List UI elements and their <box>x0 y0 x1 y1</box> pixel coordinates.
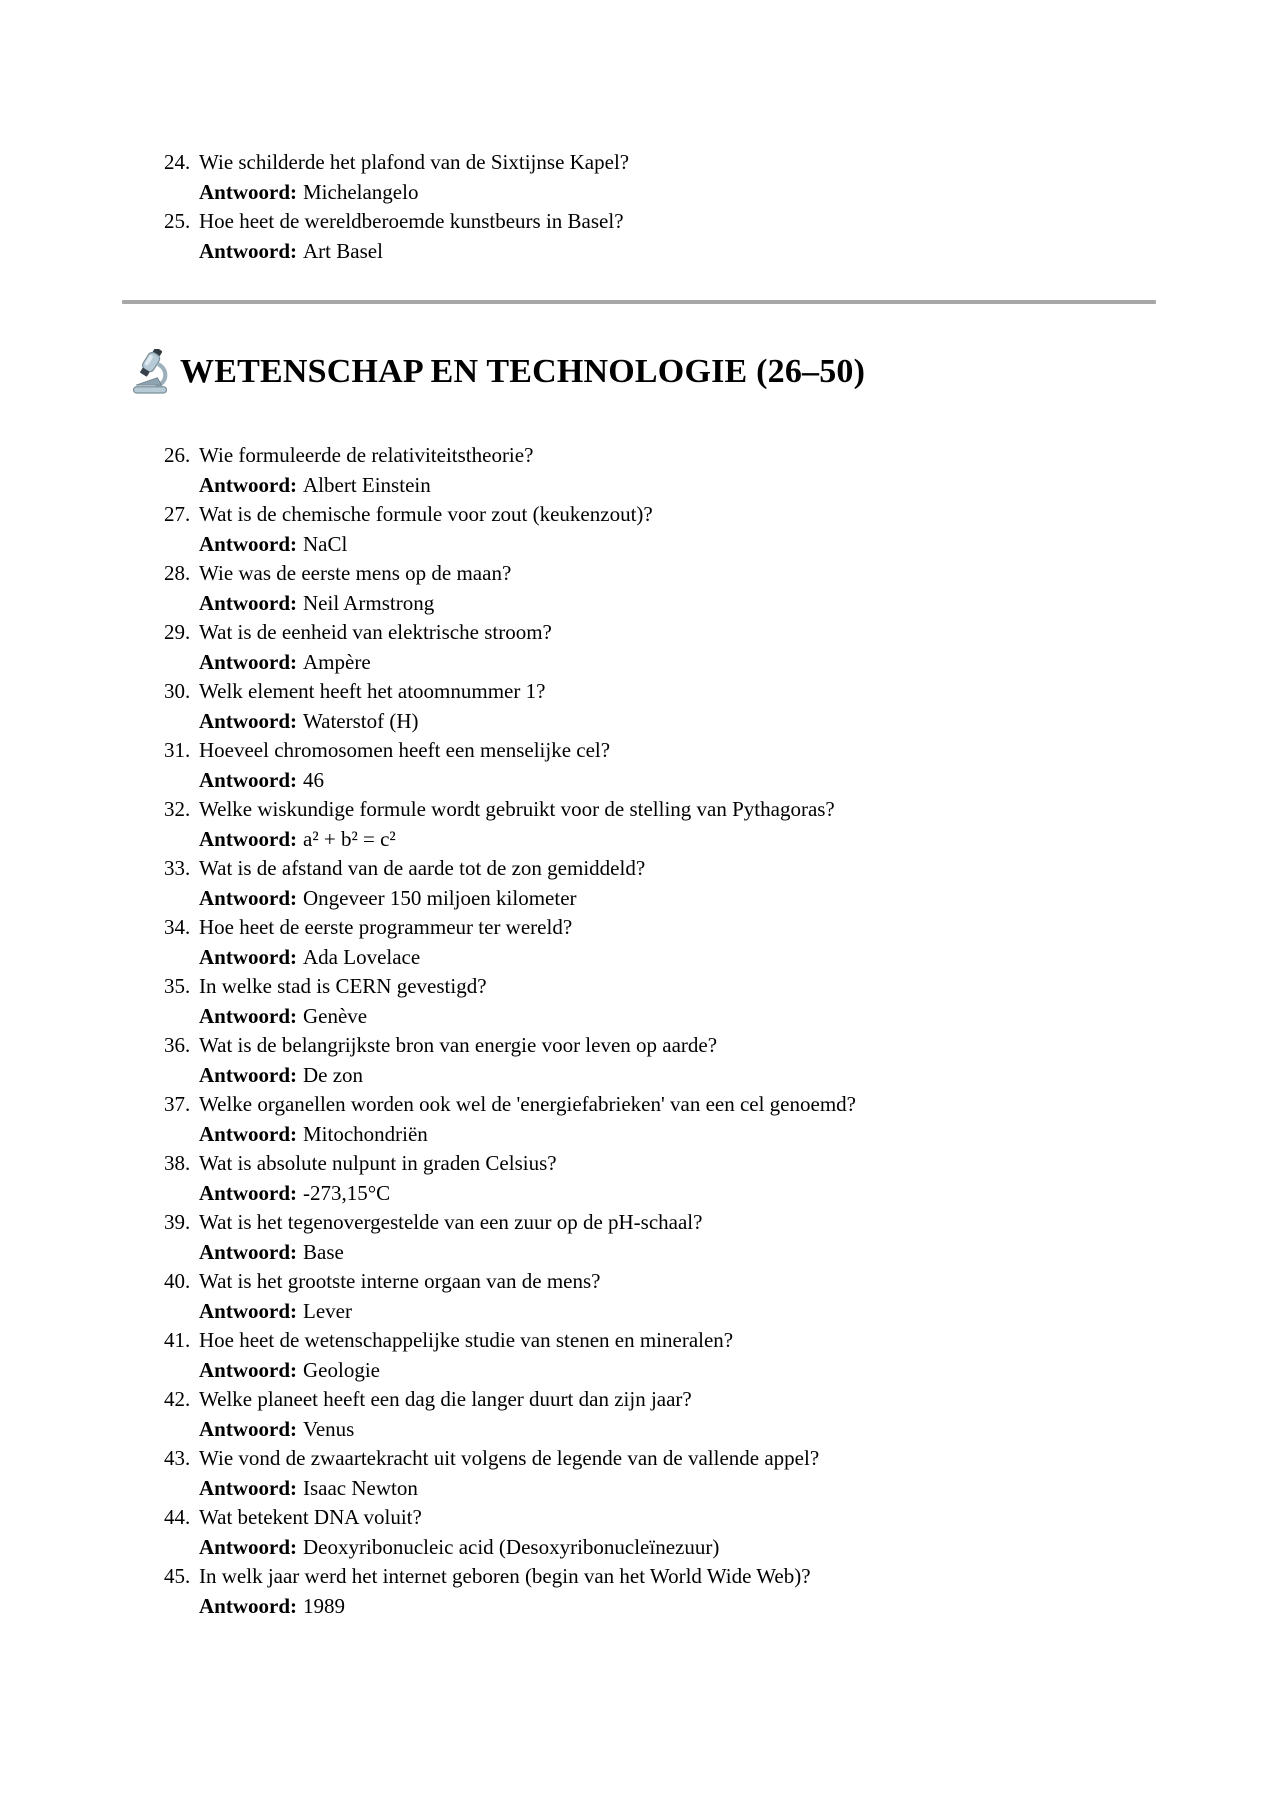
question-line <box>164 1149 1280 1179</box>
question-line <box>164 559 1280 589</box>
question-line <box>164 854 1280 884</box>
question-number: 38. <box>164 1151 191 1175</box>
list-item <box>164 500 1280 559</box>
question-line <box>164 795 1280 825</box>
answer-line <box>164 1592 1280 1622</box>
list-item <box>164 972 1280 1031</box>
question-line <box>164 736 1280 766</box>
answer-line <box>164 707 1280 737</box>
question-line <box>164 441 1280 471</box>
list-item <box>164 1149 1280 1208</box>
answer-line <box>164 1061 1280 1091</box>
question-text: Wat is het grootste interne orgaan van de mens? <box>199 1269 601 1293</box>
question-line <box>164 1090 1280 1120</box>
answer-line <box>164 471 1280 501</box>
answer-line <box>164 1179 1280 1209</box>
question-number: 36. <box>164 1033 191 1057</box>
answer-line <box>164 1474 1280 1504</box>
list-item <box>164 854 1280 913</box>
answer-text: Geologie <box>303 1357 380 1382</box>
answer-label: Antwoord: <box>199 1239 297 1264</box>
answer-label: Antwoord: <box>199 238 297 263</box>
question-number: 40. <box>164 1269 191 1293</box>
question-text: Welke wiskundige formule wordt gebruikt voor de stelling van Pythagoras? <box>199 797 835 821</box>
question-text: Wat is absolute nulpunt in graden Celsius? <box>199 1151 557 1175</box>
question-line <box>164 1503 1280 1533</box>
answer-label: Antwoord: <box>199 1534 297 1559</box>
question-number: 30. <box>164 679 191 703</box>
question-number: 24. <box>164 150 191 174</box>
question-line <box>164 1562 1280 1592</box>
list-item <box>164 559 1280 618</box>
list-item <box>164 1267 1280 1326</box>
question-text: Wat is het tegenovergestelde van een zuur op de pH-schaal? <box>199 1210 703 1234</box>
question-number: 45. <box>164 1564 191 1588</box>
question-number: 43. <box>164 1446 191 1470</box>
question-line <box>164 972 1280 1002</box>
question-line <box>164 207 1280 237</box>
answer-label: Antwoord: <box>199 472 297 497</box>
answer-text: Lever <box>303 1298 352 1323</box>
question-number: 32. <box>164 797 191 821</box>
answer-label: Antwoord: <box>199 1475 297 1500</box>
answer-label: Antwoord: <box>199 1003 297 1028</box>
question-text: Wat is de eenheid van elektrische stroom? <box>199 620 552 644</box>
list-item <box>164 618 1280 677</box>
question-line <box>164 148 1280 178</box>
list-item <box>164 913 1280 972</box>
question-number: 25. <box>164 209 191 233</box>
answer-label: Antwoord: <box>199 826 297 851</box>
list-item <box>164 795 1280 854</box>
science-question-list <box>164 441 1280 1621</box>
list-item <box>164 1090 1280 1149</box>
question-number: 34. <box>164 915 191 939</box>
answer-line <box>164 589 1280 619</box>
answer-text: Ampère <box>303 649 371 674</box>
answer-line <box>164 648 1280 678</box>
question-text: Welke planeet heeft een dag die langer duurt dan zijn jaar? <box>199 1387 692 1411</box>
list-item <box>164 1326 1280 1385</box>
question-text: Wat is de afstand van de aarde tot de zon gemiddeld? <box>199 856 646 880</box>
answer-text: Deoxyribonucleic acid (Desoxyribonucleïnezuur) <box>303 1534 720 1559</box>
answer-line <box>164 943 1280 973</box>
answer-text: Michelangelo <box>303 179 419 204</box>
question-text: Wie vond de zwaartekracht uit volgens de legende van de vallende appel? <box>199 1446 820 1470</box>
answer-text: 46 <box>303 767 324 792</box>
answer-text: Neil Armstrong <box>303 590 435 615</box>
question-line <box>164 618 1280 648</box>
answer-line <box>164 178 1280 208</box>
answer-label: Antwoord: <box>199 590 297 615</box>
answer-text: Albert Einstein <box>303 472 431 497</box>
question-number: 37. <box>164 1092 191 1116</box>
answer-line <box>164 1356 1280 1386</box>
answer-line <box>164 1297 1280 1327</box>
answer-text: Isaac Newton <box>303 1475 418 1500</box>
question-number: 27. <box>164 502 191 526</box>
question-number: 29. <box>164 620 191 644</box>
list-item <box>164 677 1280 736</box>
answer-label: Antwoord: <box>199 944 297 969</box>
answer-label: Antwoord: <box>199 531 297 556</box>
answer-text: Base <box>303 1239 344 1264</box>
list-item <box>164 1503 1280 1562</box>
answer-text: De zon <box>303 1062 364 1087</box>
section-divider <box>122 300 1156 304</box>
question-text: Wat betekent DNA voluit? <box>199 1505 422 1529</box>
question-line <box>164 1267 1280 1297</box>
answer-text: a² + b² = c² <box>303 826 396 851</box>
answer-text: Mitochondriën <box>303 1121 428 1146</box>
list-item <box>164 736 1280 795</box>
question-line <box>164 677 1280 707</box>
answer-label: Antwoord: <box>199 1593 297 1618</box>
list-item <box>164 1031 1280 1090</box>
answer-line <box>164 884 1280 914</box>
answer-label: Antwoord: <box>199 1121 297 1146</box>
question-line <box>164 1444 1280 1474</box>
answer-text: Ongeveer 150 miljoen kilometer <box>303 885 577 910</box>
question-text: Hoe heet de wetenschappelijke studie van stenen en mineralen? <box>199 1328 734 1352</box>
section-heading <box>130 348 1280 396</box>
question-text: Hoe heet de eerste programmeur ter wereld? <box>199 915 573 939</box>
question-number: 42. <box>164 1387 191 1411</box>
answer-line <box>164 530 1280 560</box>
answer-line <box>164 1238 1280 1268</box>
question-number: 39. <box>164 1210 191 1234</box>
question-text: Wat is de belangrijkste bron van energie voor leven op aarde? <box>199 1033 718 1057</box>
intro-question-list <box>164 0 1280 266</box>
answer-line <box>164 766 1280 796</box>
question-text: Hoe heet de wereldberoemde kunstbeurs in Basel? <box>199 209 624 233</box>
question-text: Wie formuleerde de relativiteitstheorie? <box>199 443 534 467</box>
answer-line <box>164 825 1280 855</box>
answer-label: Antwoord: <box>199 767 297 792</box>
answer-text: Venus <box>303 1416 355 1441</box>
answer-label: Antwoord: <box>199 179 297 204</box>
answer-text: Waterstof (H) <box>303 708 419 733</box>
question-line <box>164 913 1280 943</box>
microscope-icon <box>130 349 170 395</box>
list-item <box>164 1444 1280 1503</box>
answer-label: Antwoord: <box>199 885 297 910</box>
answer-text: Ada Lovelace <box>303 944 421 969</box>
question-number: 35. <box>164 974 191 998</box>
answer-line <box>164 1002 1280 1032</box>
list-item <box>164 148 1280 207</box>
answer-line <box>164 237 1280 267</box>
question-line <box>164 1385 1280 1415</box>
question-line <box>164 1208 1280 1238</box>
answer-label: Antwoord: <box>199 649 297 674</box>
question-text: Wie was de eerste mens op de maan? <box>199 561 512 585</box>
question-text: In welk jaar werd het internet geboren (begin van het World Wide Web)? <box>199 1564 811 1588</box>
list-item <box>164 207 1280 266</box>
answer-label: Antwoord: <box>199 708 297 733</box>
question-number: 33. <box>164 856 191 880</box>
question-line <box>164 1326 1280 1356</box>
answer-label: Antwoord: <box>199 1298 297 1323</box>
question-text: Welk element heeft het atoomnummer 1? <box>199 679 546 703</box>
section-title: WETENSCHAP EN TECHNOLOGIE (26–50) <box>180 353 866 390</box>
question-text: Wie schilderde het plafond van de Sixtijnse Kapel? <box>199 150 630 174</box>
answer-text: Art Basel <box>303 238 383 263</box>
question-number: 26. <box>164 443 191 467</box>
question-number: 31. <box>164 738 191 762</box>
answer-line <box>164 1120 1280 1150</box>
list-item <box>164 1385 1280 1444</box>
question-number: 44. <box>164 1505 191 1529</box>
answer-label: Antwoord: <box>199 1416 297 1441</box>
list-item <box>164 441 1280 500</box>
list-item <box>164 1562 1280 1621</box>
question-text: In welke stad is CERN gevestigd? <box>199 974 487 998</box>
answer-text: 1989 <box>303 1593 345 1618</box>
answer-label: Antwoord: <box>199 1062 297 1087</box>
answer-line <box>164 1415 1280 1445</box>
answer-label: Antwoord: <box>199 1180 297 1205</box>
answer-line <box>164 1533 1280 1563</box>
answer-text: Genève <box>303 1003 368 1028</box>
question-number: 41. <box>164 1328 191 1352</box>
list-item <box>164 1208 1280 1267</box>
answer-text: NaCl <box>303 531 348 556</box>
question-text: Welke organellen worden ook wel de 'energiefabrieken' van een cel genoemd? <box>199 1092 856 1116</box>
question-line <box>164 1031 1280 1061</box>
question-text: Wat is de chemische formule voor zout (keukenzout)? <box>199 502 653 526</box>
answer-label: Antwoord: <box>199 1357 297 1382</box>
question-text: Hoeveel chromosomen heeft een menselijke cel? <box>199 738 611 762</box>
question-line <box>164 500 1280 530</box>
question-number: 28. <box>164 561 191 585</box>
answer-text: -273,15°C <box>303 1180 391 1205</box>
